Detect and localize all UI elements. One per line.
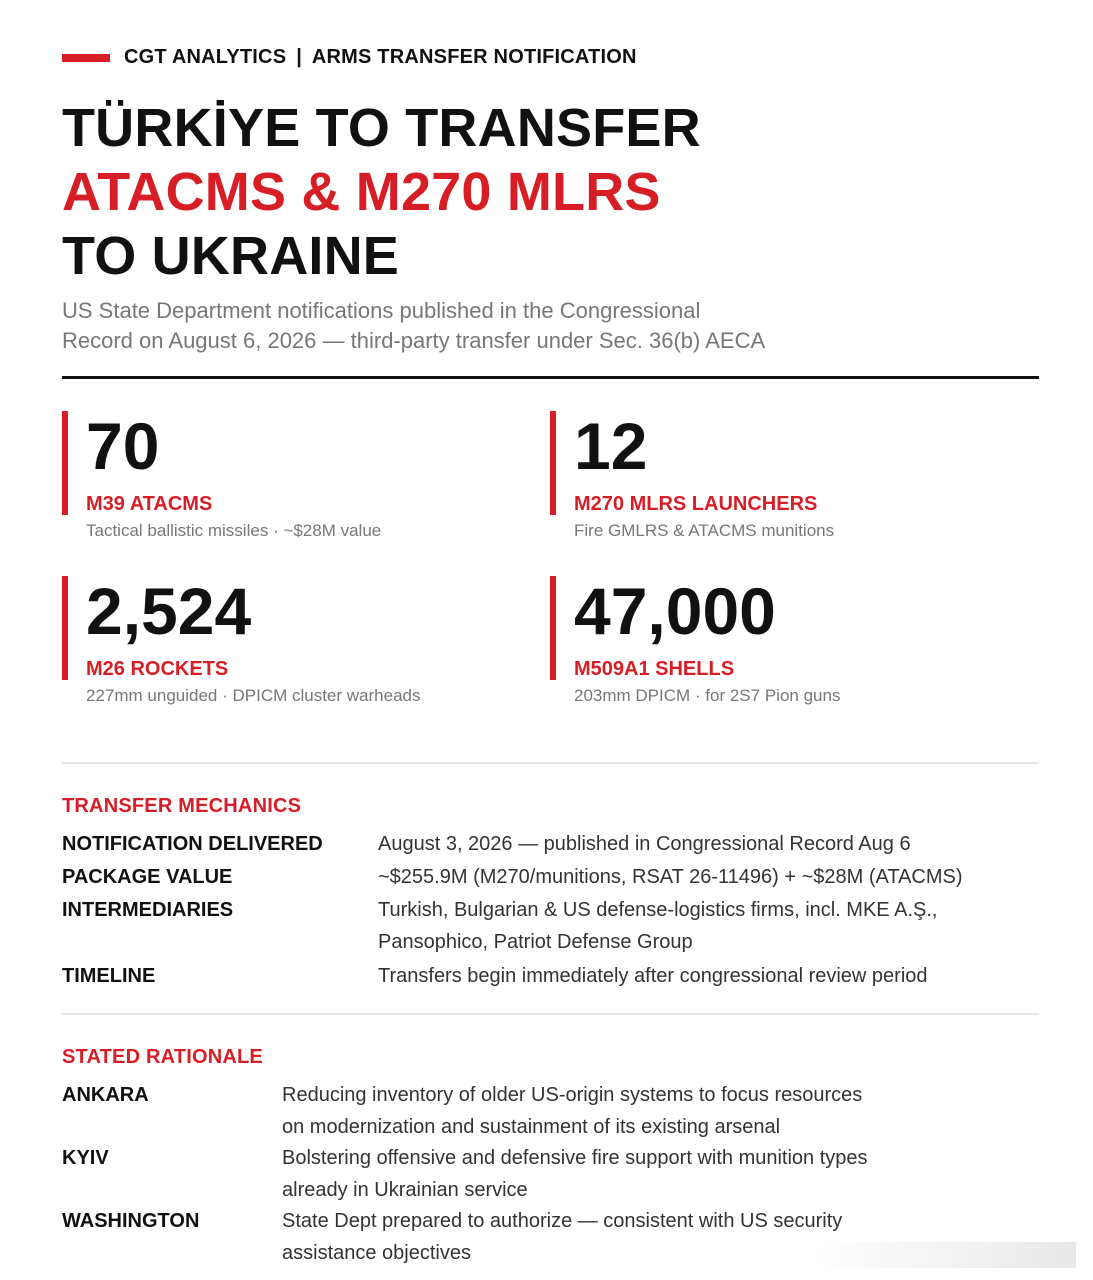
header-separator: | [296,46,302,68]
stat-number: 70 [86,409,160,483]
row-key: NOTIFICATION DELIVERED [62,833,323,855]
row-value-line-1: Turkish, Bulgarian & US defense-logistics firms, incl. MKE A.Ş., [378,899,938,921]
row-key: INTERMEDIARIES [62,899,234,921]
stat-m270 [550,411,834,542]
stat-name: M270 MLRS LAUNCHERS [574,493,818,515]
title-line-2: ATACMS & M270 MLRS [62,162,661,222]
row-value-line-1: Bolstering offensive and defensive fire support with munition types [282,1147,868,1169]
brand-label: CGT ANALYTICS [124,46,287,68]
stat-m509a1 [550,576,840,707]
row-value-line-2: on modernization and sustainment of its existing arsenal [282,1116,781,1138]
row-value-line-2: assistance objectives [282,1242,471,1264]
report-header [62,46,637,69]
rationale-title: STATED RATIONALE [62,1046,263,1068]
page-title [62,96,701,288]
divider-light [62,1013,1039,1015]
stat-atacms [62,411,381,542]
stat-number: 2,524 [86,574,252,648]
stat-description: Tactical ballistic missiles · ~$28M value [86,521,382,540]
row-value [282,1142,868,1206]
row-value: August 3, 2026 — published in Congressional Record Aug 6 [378,833,911,855]
stat-accent-bar [550,411,556,515]
title-line-3: TO UKRAINE [62,226,400,286]
row-key: KYIV [62,1147,109,1169]
stat-description: 203mm DPICM · for 2S7 Pion guns [574,686,841,705]
stat-description: Fire GMLRS & ATACMS munitions [574,521,835,540]
stat-accent-bar [62,576,68,680]
mechanics-row [62,960,1042,992]
stat-name: M39 ATACMS [86,493,213,515]
mechanics-row [62,828,1042,860]
page-subtitle [62,296,882,356]
row-value: Transfers begin immediately after congressional review period [378,965,928,987]
mechanics-title: TRANSFER MECHANICS [62,795,302,817]
accent-bar [62,54,110,62]
rationale-row [62,1142,1042,1206]
divider-light [62,762,1039,764]
mechanics-row [62,861,1042,893]
stat-accent-bar [62,411,68,515]
row-key: PACKAGE VALUE [62,866,233,888]
rationale-row [62,1079,1042,1143]
row-key: TIMELINE [62,965,156,987]
row-value-line-1: Reducing inventory of older US-origin systems to focus resources [282,1084,863,1106]
row-value [378,894,937,958]
row-value [282,1079,862,1143]
stat-name: M509A1 SHELLS [574,658,735,680]
row-key: ANKARA [62,1084,149,1106]
row-value-line-2: Pansophico, Patriot Defense Group [378,931,693,953]
subtitle-line-1: US State Department notifications published in the Congressional [62,298,701,323]
title-line-1: TÜRKİYE TO TRANSFER [62,98,701,158]
row-key: WASHINGTON [62,1210,200,1232]
stat-number: 12 [574,409,648,483]
stat-accent-bar [550,576,556,680]
scroll-fade [816,1242,1076,1268]
stat-description: 227mm unguided · DPICM cluster warheads [86,686,421,705]
subtitle-line-2: Record on August 6, 2026 — third-party transfer under Sec. 36(b) AECA [62,328,766,353]
stat-name: M26 ROCKETS [86,658,229,680]
row-value: ~$255.9M (M270/munitions, RSAT 26-11496) + ~$28M (ATACMS) [378,866,963,888]
stat-number: 47,000 [574,574,776,648]
mechanics-row [62,894,1042,958]
row-value [282,1205,842,1269]
section-label: ARMS TRANSFER NOTIFICATION [311,46,637,68]
row-value-line-1: State Dept prepared to authorize — consistent with US security [282,1210,843,1232]
row-value-line-2: already in Ukrainian service [282,1179,528,1201]
stat-m26 [62,576,420,707]
divider-strong [62,376,1039,379]
